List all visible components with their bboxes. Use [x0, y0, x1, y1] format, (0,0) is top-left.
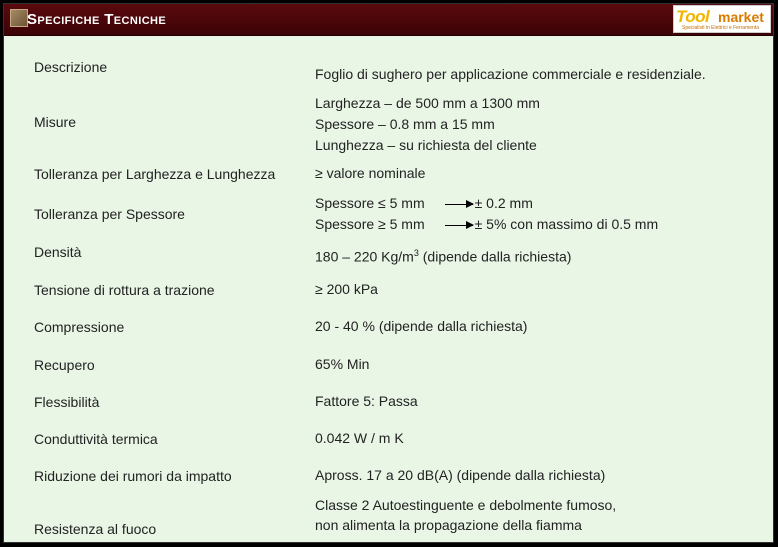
spec-value-line: Classe 2 Autoestinguente e debolmente fumoso, — [315, 497, 617, 513]
spec-value: 20 - 40 % (dipende dalla richiesta) — [315, 318, 528, 334]
toolmarket-logo — [673, 5, 771, 33]
condition-text: Spessore ≤ 5 mm — [315, 195, 425, 211]
density-range: 180 – 220 Kg/m — [315, 248, 414, 265]
spec-label: Descrizione — [34, 59, 108, 75]
spec-label: Misure — [34, 114, 77, 130]
arrow-right-icon — [445, 225, 473, 226]
spec-value: ≥ 200 kPa — [315, 281, 378, 297]
spec-value-line: Spessore – 0.8 mm a 15 mm — [315, 116, 495, 132]
spec-value — [315, 93, 540, 156]
spec-label: Compressione — [34, 319, 125, 335]
spec-label: Recupero — [34, 357, 95, 373]
page-title: Specifiche Tecniche — [27, 11, 167, 28]
spec-label: Tolleranza per Larghezza e Lunghezza — [34, 166, 276, 182]
tolerance-text: ± 5% con massimo di 0.5 mm — [474, 216, 659, 232]
spec-value — [315, 243, 571, 268]
spec-value-line: Lunghezza – su richiesta del cliente — [315, 137, 537, 153]
spec-label: Riduzione dei rumori da impatto — [34, 468, 232, 484]
header-bar — [4, 4, 773, 36]
logo-tool-text: Tool — [676, 7, 710, 26]
spec-value: Apross. 17 a 20 dB(A) (dipende dalla richiesta) — [315, 467, 606, 483]
density-note: (dipende dalla richiesta) — [418, 248, 572, 265]
spec-value — [315, 193, 658, 235]
spec-value: Foglio di sughero per applicazione commerciale e residenziale. — [315, 66, 706, 82]
spec-value: 0.042 W / m K — [315, 430, 404, 446]
spec-value: ≥ valore nominale — [315, 165, 426, 181]
spec-label: Resistenza al fuoco — [34, 521, 157, 537]
spec-label: Tensione di rottura a trazione — [34, 282, 215, 298]
spec-value: 65% Min — [315, 356, 370, 372]
spec-label: Tolleranza per Spessore — [34, 206, 185, 222]
spec-label: Conduttività termica — [34, 431, 158, 447]
spec-label: Flessibilità — [34, 394, 100, 410]
spec-value-line — [315, 193, 658, 214]
logo-tagline: Specialisti in Elettrici e Ferramenta — [682, 25, 759, 31]
spec-value-line — [315, 214, 658, 235]
arrow-right-icon — [445, 204, 473, 205]
tolerance-text: ± 0.2 mm — [474, 195, 533, 211]
spec-value-line: Larghezza – de 500 mm a 1300 mm — [315, 95, 540, 111]
spec-label: Densità — [34, 244, 82, 260]
exponent: 3 — [413, 248, 419, 258]
condition-text: Spessore ≥ 5 mm — [315, 216, 425, 232]
spec-value: Fattore 5: Passa — [315, 393, 418, 409]
cork-swatch-icon — [10, 9, 28, 27]
spec-value — [315, 495, 616, 535]
logo-market-text: market — [718, 9, 764, 25]
spec-value-line: non alimenta la propagazione della fiamma — [315, 517, 582, 533]
spec-sheet — [3, 3, 774, 543]
